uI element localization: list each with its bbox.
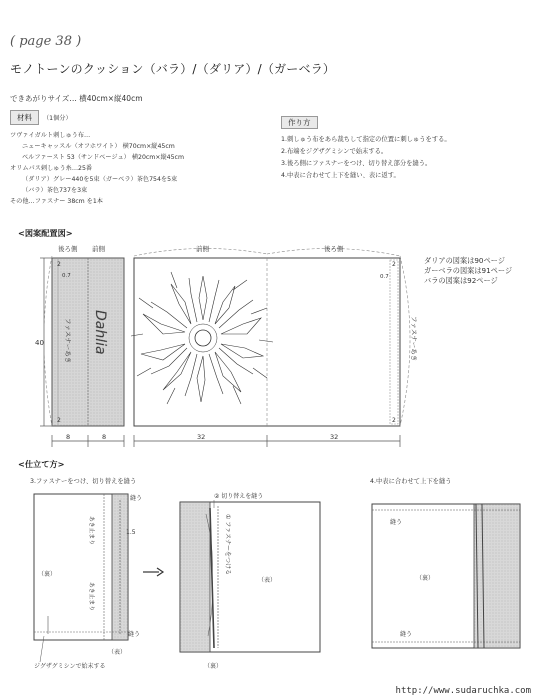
label-right-side: （表）	[108, 649, 127, 656]
label-sew-bottom: 縫う	[400, 631, 413, 638]
dim-40: 40	[35, 339, 44, 347]
materials-count: （1個分）	[43, 115, 72, 122]
step4-diagram	[372, 504, 520, 648]
method-step: 1.刺しゅう布をあら裁ちして指定の位置に刺しゅうをする。	[281, 136, 451, 143]
page-ref-dahlia: ダリアの図案は90ページ	[424, 256, 505, 265]
label-right-side-b: （表）	[258, 577, 277, 584]
materials-heading: 材料	[10, 110, 39, 125]
pattern-page-references	[424, 256, 512, 286]
label-back: 後ろ側	[58, 245, 78, 253]
materials-line: ツヴァイガルト刺しゅう布…	[10, 132, 91, 139]
label-back: 後ろ側	[324, 245, 344, 253]
label-07: 0.7	[380, 274, 389, 280]
method-heading: 作り方	[281, 116, 318, 129]
step3-diagram-a	[34, 494, 142, 670]
label-sew: 縫う	[130, 495, 143, 502]
dim-32: 32	[330, 433, 339, 441]
dim-8: 8	[66, 433, 71, 441]
layout-diagram-heading: <図案配置図>	[18, 228, 73, 238]
step3-title: 3.ファスナーをつけ、切り替えを縫う	[30, 478, 137, 485]
page-number-label: ( page 38 )	[10, 34, 82, 49]
dim-32: 32	[197, 433, 206, 441]
dahlia-script-lettering: Dahlia	[92, 310, 108, 355]
materials-line: ニューキャッスル（オフホワイト） 横70cm×縦45cm	[22, 143, 175, 150]
materials-line: （ダリア）グレー440を5束（ガーベラ）茶色754を5束	[22, 176, 178, 183]
zipper-label-left: ファスナーあき	[64, 318, 72, 364]
materials-line: オリムパス刺しゅう糸…25番	[10, 165, 93, 172]
materials-line: その他…ファスナー 38cm を1本	[10, 198, 103, 205]
label-opening-end: あき止まり	[88, 582, 94, 611]
footer-url-watermark: http://www.sudaruchka.com	[395, 686, 531, 696]
page-title: モノトーンのクッション（バラ）/（ダリア）/（ガーベラ）	[10, 62, 336, 76]
label-wrong-side-b: （裏）	[204, 663, 223, 670]
label-07: 0.7	[62, 273, 71, 279]
finished-size: できあがりサイズ… 横40cm×縦40cm	[10, 94, 143, 103]
method-section	[281, 110, 531, 179]
step3-diagram-b	[180, 492, 320, 670]
method-step: 2.布端をジグザグミシンで始末する。	[281, 148, 388, 155]
label-front: 前側	[92, 245, 105, 253]
label-opening-start: あき止まり	[88, 516, 94, 545]
zipper-label-right: ファスナーあき	[410, 316, 418, 362]
label-step2: ② 切り替えを縫う	[214, 493, 264, 500]
label-num: 2	[392, 261, 396, 268]
label-num: 2	[392, 417, 396, 424]
page-ref-gerbera: ガーベラの図案は91ページ	[424, 266, 513, 275]
label-sew-top: 縫う	[390, 519, 403, 526]
label-num: 2	[57, 261, 61, 268]
materials-section	[10, 110, 260, 205]
materials-line: （バラ）茶色737を3束	[22, 187, 88, 194]
label-step1: ① ファスナーをつける	[224, 514, 231, 576]
finishing-heading: <仕立て方>	[18, 459, 65, 469]
label-wrong-side: （裏）	[38, 571, 57, 578]
step4-title: 4.中表に合わせて上下を縫う	[370, 478, 452, 485]
materials-line: ベルファースト 53（サンドベージュ） 横20cm×縦45cm	[22, 154, 184, 161]
dim-8: 8	[102, 433, 107, 441]
label-zigzag: ジグザグミシンで始末する	[34, 663, 106, 670]
method-step: 3.後ろ側にファスナーをつけ、切り替え部分を縫う。	[281, 160, 432, 167]
label-sew: 縫う	[128, 631, 141, 638]
label-num: 2	[57, 417, 61, 424]
label-wrong-side-c: （裏）	[416, 575, 435, 582]
method-step: 4.中表に合わせて上下を縫い、表に返す。	[281, 172, 400, 179]
label-front: 前側	[196, 245, 209, 253]
label-1-5: 1.5	[126, 529, 136, 536]
page-ref-rose: バラの図案は92ページ	[424, 276, 498, 285]
arrow-right-icon	[143, 568, 163, 576]
finishing-diagrams	[0, 486, 537, 686]
